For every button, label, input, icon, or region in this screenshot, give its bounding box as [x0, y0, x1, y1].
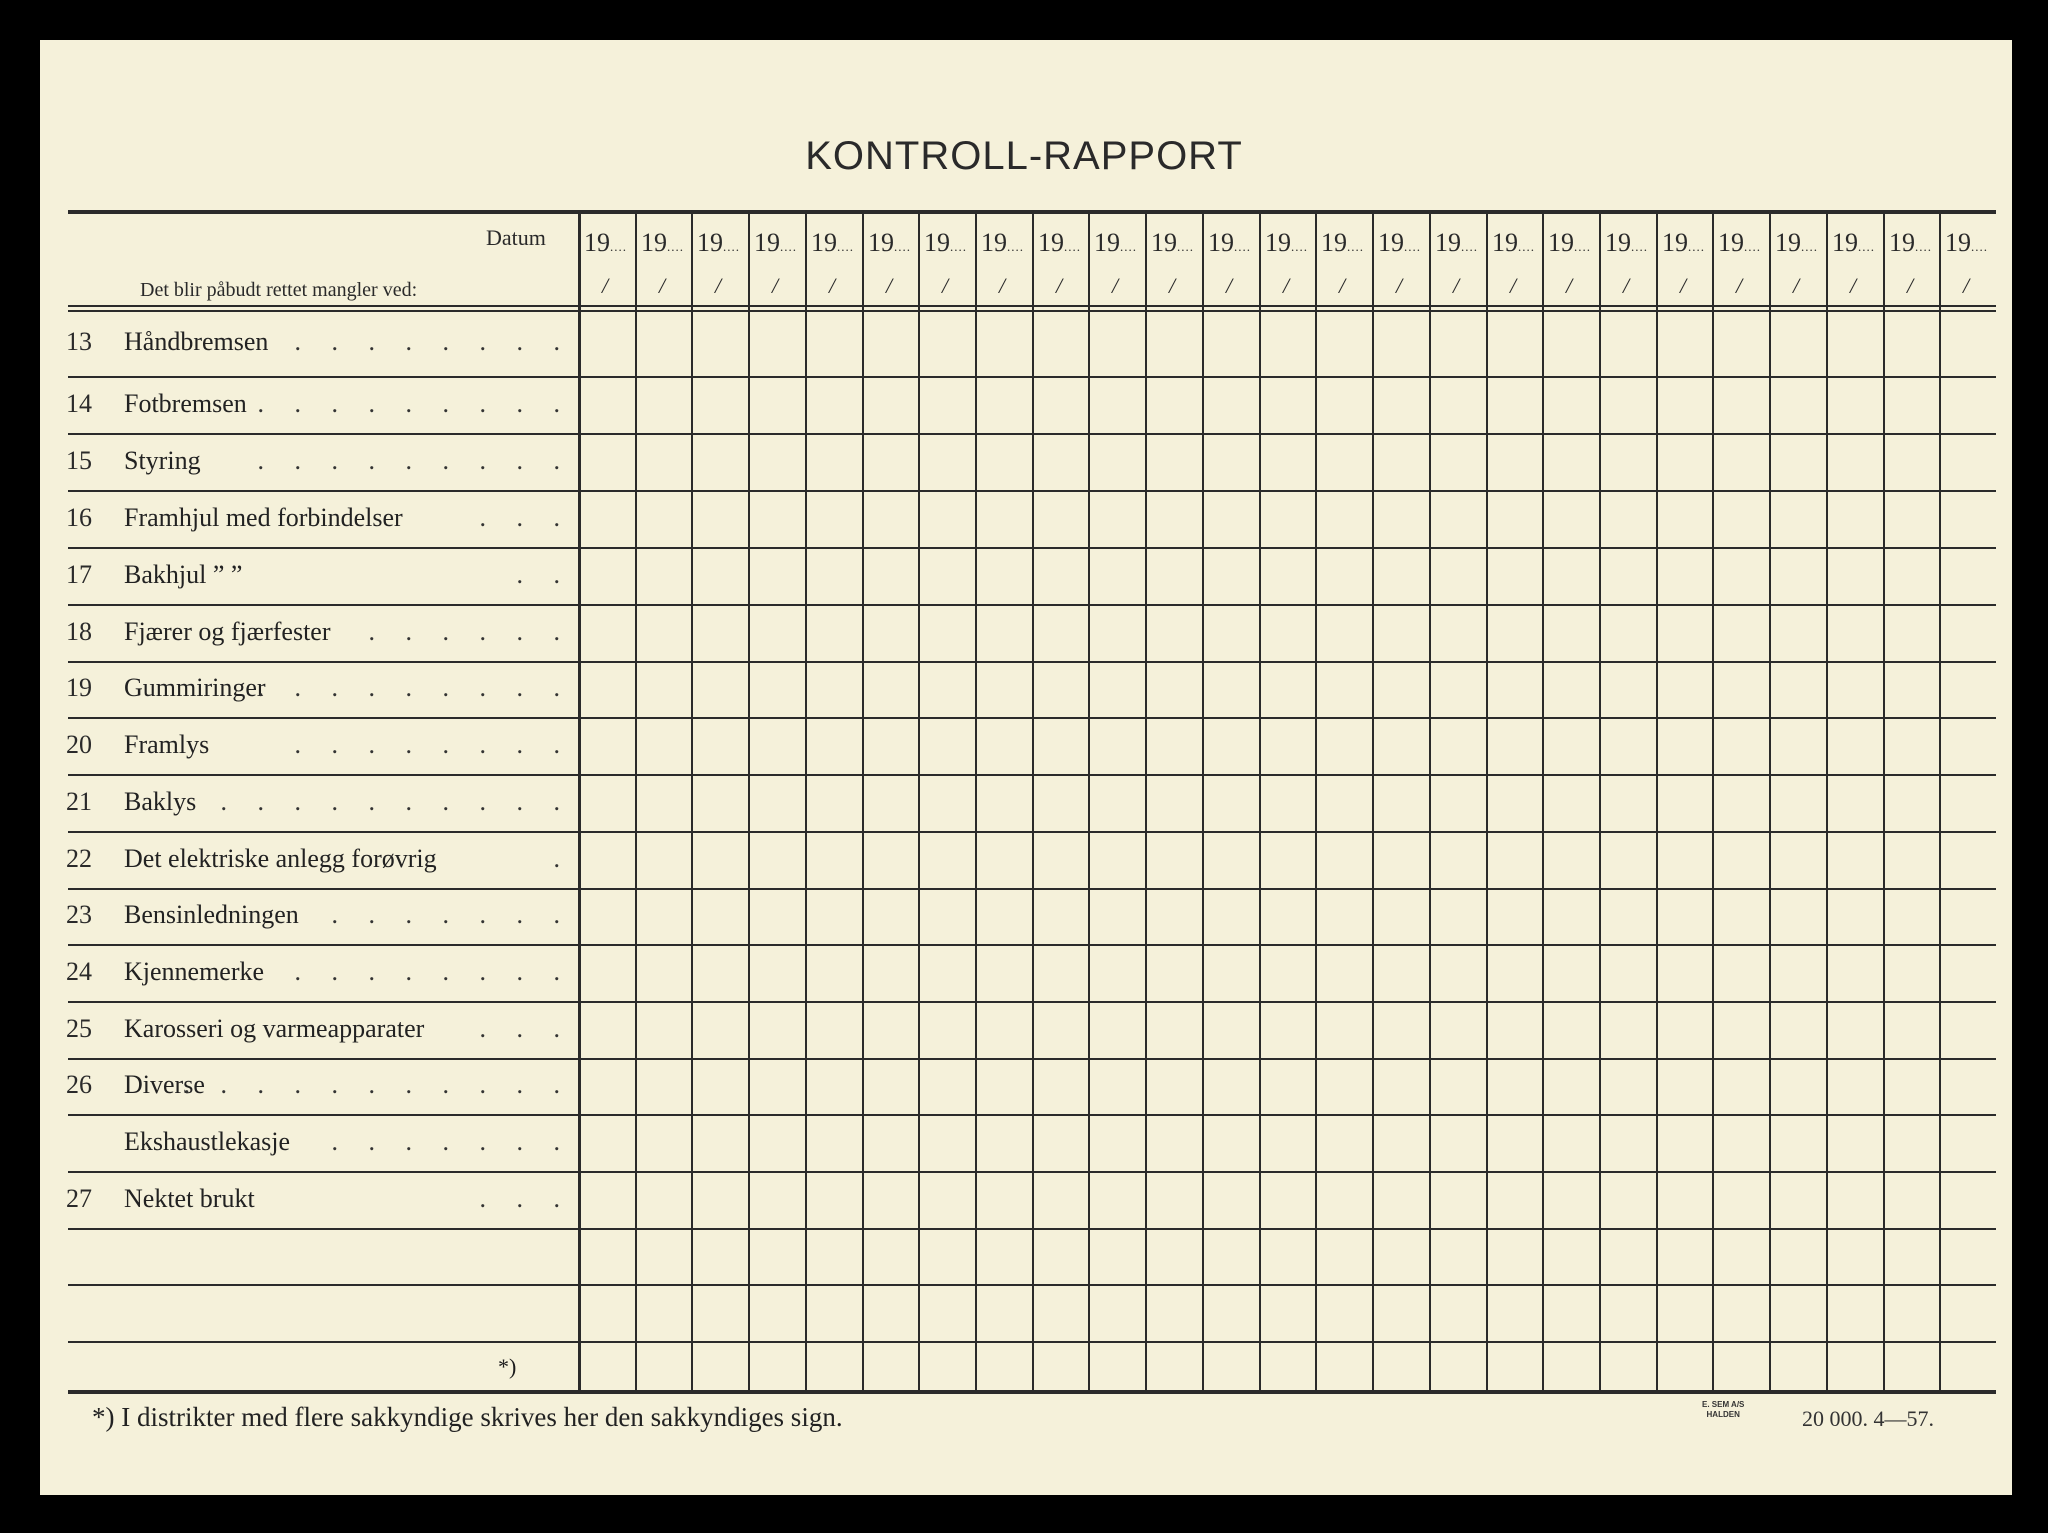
column-line: [1656, 210, 1658, 1390]
row-number: 27: [66, 1184, 92, 1213]
year-prefix: 19: [1265, 228, 1291, 257]
year-prefix: 19: [1548, 228, 1574, 257]
date-year-15: 19....: [1378, 228, 1421, 257]
row-number: 22: [66, 844, 92, 873]
date-year-1: 19....: [584, 228, 627, 257]
date-slash-21: /: [1736, 273, 1743, 298]
row-label: Framlys: [124, 730, 210, 759]
column-line: [1712, 210, 1714, 1390]
year-prefix: 19: [1321, 228, 1347, 257]
year-prefix: 19: [981, 228, 1007, 257]
column-line: [1599, 210, 1601, 1390]
printer-mark: [1702, 1400, 1744, 1420]
year-prefix: 19: [1662, 228, 1688, 257]
label-divider: [578, 210, 581, 1390]
row-number: 13: [66, 327, 92, 356]
row-number: 21: [66, 787, 92, 816]
column-line: [918, 210, 920, 1390]
row-number: 23: [66, 900, 92, 929]
rettet-label: Det blir påbudt rettet mangler ved:: [140, 279, 418, 301]
row-number: 24: [66, 957, 92, 986]
date-slash-12: /: [1226, 273, 1233, 298]
date-slash-1: /: [602, 273, 609, 298]
datum-label: Datum: [486, 225, 546, 250]
row-label: Gummiringer: [124, 673, 266, 702]
row-number: 19: [66, 673, 92, 702]
date-year-14: 19....: [1321, 228, 1364, 257]
date-year-3: 19....: [697, 228, 740, 257]
column-line: [1826, 210, 1828, 1390]
column-line: [635, 210, 637, 1390]
date-year-7: 19....: [924, 228, 967, 257]
row-number: 14: [66, 389, 92, 418]
date-slash-7: /: [942, 273, 949, 298]
date-year-2: 19....: [641, 228, 684, 257]
year-prefix: 19: [1775, 228, 1801, 257]
date-slash-20: /: [1680, 273, 1687, 298]
column-line: [1429, 210, 1431, 1390]
date-slash-14: /: [1339, 273, 1346, 298]
year-prefix: 19: [754, 228, 780, 257]
year-prefix: 19: [697, 228, 723, 257]
date-slash-5: /: [829, 273, 836, 298]
row-leader-dots: . . .: [479, 1014, 572, 1043]
date-year-8: 19....: [981, 228, 1024, 257]
date-year-17: 19....: [1492, 228, 1535, 257]
row-label: Kjennemerke: [124, 957, 265, 986]
row-label: Fjærer og fjærfester: [124, 617, 331, 646]
column-line: [1259, 210, 1261, 1390]
date-year-18: 19....: [1548, 228, 1591, 257]
column-line: [805, 210, 807, 1390]
row-number: 20: [66, 730, 92, 759]
column-line: [1202, 210, 1204, 1390]
date-year-4: 19....: [754, 228, 797, 257]
row-leader-dots: . . .: [479, 503, 572, 532]
year-prefix: 19: [1605, 228, 1631, 257]
column-line: [1486, 210, 1488, 1390]
year-prefix: 19: [1832, 228, 1858, 257]
row-leader-dots: .: [553, 844, 572, 873]
column-line: [1542, 210, 1544, 1390]
date-year-10: 19....: [1094, 228, 1137, 257]
column-line: [975, 210, 977, 1390]
row-leader-dots: . . . . . . . .: [294, 327, 572, 356]
date-slash-11: /: [1169, 273, 1176, 298]
row-leader-dots: . . . . . . .: [331, 900, 572, 929]
column-line: [691, 210, 693, 1390]
column-line: [1315, 210, 1317, 1390]
date-slash-13: /: [1283, 273, 1290, 298]
year-prefix: 19: [868, 228, 894, 257]
year-prefix: 19: [1889, 228, 1915, 257]
column-line: [1883, 210, 1885, 1390]
date-slash-4: /: [772, 273, 779, 298]
row-leader-dots: . . .: [479, 1184, 572, 1213]
date-year-6: 19....: [868, 228, 911, 257]
row-number: 18: [66, 617, 92, 646]
date-slash-22: /: [1793, 273, 1800, 298]
column-line: [1145, 210, 1147, 1390]
row-number: 15: [66, 446, 92, 475]
date-slash-23: /: [1850, 273, 1857, 298]
printer-name: E. SEM A/S: [1702, 1400, 1745, 1409]
row-leader-dots: . . . . . . . . .: [257, 673, 572, 702]
date-year-13: 19....: [1265, 228, 1308, 257]
date-year-9: 19....: [1038, 228, 1081, 257]
year-prefix: 19: [811, 228, 837, 257]
row-label: Ekshaustlekasje: [124, 1127, 291, 1156]
year-prefix: 19: [1435, 228, 1461, 257]
date-year-5: 19....: [811, 228, 854, 257]
row-label: Det elektriske anlegg forøvrig: [124, 844, 437, 873]
date-year-21: 19....: [1718, 228, 1761, 257]
date-year-16: 19....: [1435, 228, 1478, 257]
row-leader-dots: . . . . . . . .: [294, 957, 572, 986]
row-label: Håndbremsen: [124, 327, 269, 356]
footnote: *) I distrikter med flere sakkyndige skrives her den sakkyndiges sign.: [92, 1402, 843, 1432]
column-line: [1088, 210, 1090, 1390]
date-slash-2: /: [659, 273, 666, 298]
row-number: 17: [66, 560, 92, 589]
date-year-20: 19....: [1662, 228, 1705, 257]
row-label: Nektet brukt: [124, 1184, 255, 1213]
year-prefix: 19: [1378, 228, 1404, 257]
year-prefix: 19: [1718, 228, 1744, 257]
year-prefix: 19: [584, 228, 610, 257]
row-label: Baklys: [124, 787, 197, 816]
date-year-22: 19....: [1775, 228, 1818, 257]
date-year-25: 19....: [1945, 228, 1988, 257]
year-prefix: 19: [1094, 228, 1120, 257]
row-leader-dots: . . . . . . . . . . .: [183, 1070, 572, 1099]
row-label: Styring: [124, 446, 201, 475]
date-slash-3: /: [715, 273, 722, 298]
date-year-24: 19....: [1889, 228, 1932, 257]
print-code: 20 000. 4—57.: [1802, 1406, 1934, 1431]
row-number: 26: [66, 1070, 92, 1099]
date-slash-25: /: [1963, 273, 1970, 298]
date-slash-17: /: [1510, 273, 1517, 298]
date-year-23: 19....: [1832, 228, 1875, 257]
row-leader-dots: . . . . . .: [368, 617, 572, 646]
form-title: KONTROLL-RAPPORT: [805, 134, 1243, 178]
date-slash-24: /: [1907, 273, 1914, 298]
year-prefix: 19: [1038, 228, 1064, 257]
row-leader-dots: . . . . . . . .: [294, 730, 572, 759]
form-card: [40, 40, 2012, 1495]
date-slash-10: /: [1112, 273, 1119, 298]
row-label: Karosseri og varmeapparater: [124, 1014, 425, 1043]
column-line: [748, 210, 750, 1390]
row-leader-dots: . . . . . . . . .: [257, 389, 572, 418]
year-prefix: 19: [924, 228, 950, 257]
row-leader-dots: . . . . . . . . . .: [220, 787, 572, 816]
row-leader-dots: . . . . . . . . .: [257, 446, 572, 475]
date-slash-15: /: [1396, 273, 1403, 298]
date-slash-8: /: [999, 273, 1006, 298]
date-slash-9: /: [1056, 273, 1063, 298]
date-slash-18: /: [1566, 273, 1573, 298]
printer-city: HALDEN: [1706, 1410, 1740, 1419]
column-line: [1939, 210, 1941, 1390]
signature-row-mark: *): [498, 1354, 517, 1379]
column-line: [1032, 210, 1034, 1390]
bottom-rule: [68, 1390, 1996, 1394]
date-year-12: 19....: [1208, 228, 1251, 257]
row-label: Bensinledningen: [124, 900, 299, 929]
row-leader-dots: . . . . . . .: [331, 1127, 572, 1156]
row-number: 25: [66, 1014, 92, 1043]
row-number: 16: [66, 503, 92, 532]
year-prefix: 19: [1208, 228, 1234, 257]
date-slash-16: /: [1453, 273, 1460, 298]
date-year-19: 19....: [1605, 228, 1648, 257]
year-prefix: 19: [641, 228, 667, 257]
date-slash-19: /: [1623, 273, 1630, 298]
column-line: [862, 210, 864, 1390]
date-slash-6: /: [886, 273, 893, 298]
column-line: [1769, 210, 1771, 1390]
row-label: Bakhjul ” ”: [124, 560, 243, 589]
row-label: Framhjul med forbindelser: [124, 503, 403, 532]
year-prefix: 19: [1151, 228, 1177, 257]
row-leader-dots: . .: [516, 560, 572, 589]
row-label: Diverse: [124, 1070, 205, 1099]
date-year-11: 19....: [1151, 228, 1194, 257]
column-line: [1372, 210, 1374, 1390]
year-prefix: 19: [1945, 228, 1971, 257]
row-label: Fotbremsen: [124, 389, 247, 418]
year-prefix: 19: [1492, 228, 1518, 257]
